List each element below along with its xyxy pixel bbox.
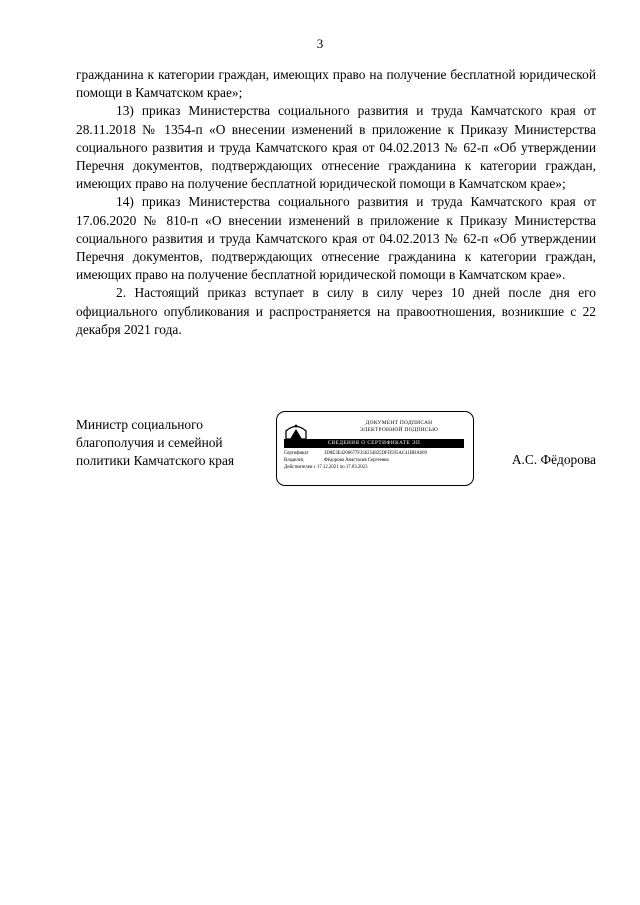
document-body: [76, 66, 596, 339]
page-number: 3: [316, 36, 324, 51]
paragraph-continuation: гражданина к категории граждан, имеющих право на получение бесплатной юридической помощи в Камчатском крае»;: [76, 67, 596, 101]
stamp-header-line: ДОКУМЕНТ ПОДПИСАН: [365, 420, 433, 426]
signer-position: [76, 416, 276, 470]
stamp-label: Владелец: [284, 458, 304, 463]
stamp-header: [335, 420, 463, 434]
stamp-value: 3D8E3E4206677F356254825DFD595AC41BBA669: [324, 451, 427, 456]
stamp-row-certificate: [284, 450, 466, 457]
electronic-signature-stamp: [276, 411, 474, 486]
stamp-row-owner: [284, 457, 466, 464]
paragraph-item-13: 13) приказ Министерства социального развития и труда Камчатского края от 28.11.2018 № 1354-п «О внесении изменений в приложение к Приказу Министерства социального развития и труда Камчатского края от 04.02.2013 № 62-п «Об утверждении Перечня документов, подтверждающих отнесение гражданина к категории граждан, имеющих право на получение бесплатной юридической помощи в Камчатском крае»;: [76, 103, 596, 192]
paragraph-entry-into-force: 2. Настоящий приказ вступает в силу в силу через 10 дней после дня его официального опубликования и распространяется на правоотношения, возникшие с 22 декабря 2021 года.: [76, 285, 596, 337]
paragraph-item-14: 14) приказ Министерства социального развития и труда Камчатского края от 17.06.2020 № 810-п «О внесении изменений в приложение к Приказу Министерства социального развития и труда Камчатского края от 04.02.2013 № 62-п «Об утверждении Перечня документов, подтверждающих отнесение гражданина к категории граждан, имеющих право на получение бесплатной юридической помощи в Камчатском крае».: [76, 194, 596, 283]
signer-position-line: благополучия и семейной: [76, 435, 223, 450]
stamp-header-line: ЭЛЕКТРОННОЙ ПОДПИСЬЮ: [359, 427, 439, 433]
signer-position-line: политики Камчатского края: [76, 453, 235, 468]
stamp-label: Действителен с: [284, 465, 316, 470]
signer-position-line: Министр социального: [76, 417, 203, 432]
stamp-row-validity: [284, 464, 466, 471]
stamp-value: Фёдорова Анастасия Сергеевна: [324, 458, 389, 463]
stamp-certificate-band: СВЕДЕНИЯ О СЕРТИФИКАТЕ ЭП: [284, 439, 464, 448]
stamp-certificate-details: [284, 450, 466, 471]
stamp-value: 17.12.2021 по 17.03.2023: [316, 465, 368, 470]
stamp-label: Сертификат: [284, 451, 309, 456]
signer-name: А.С. Фёдорова: [511, 452, 596, 467]
